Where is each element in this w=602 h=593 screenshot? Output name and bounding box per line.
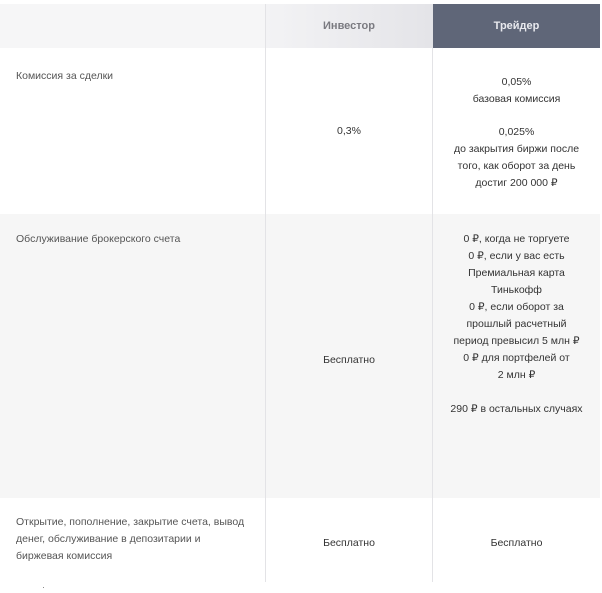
table-header [0,4,600,48]
trader-condition-turnover: 0 ₽, если оборот за прошлый расчетный период превысил 5 млн ₽ [453,301,580,347]
stray-dot [43,587,44,588]
investor-value [265,48,432,214]
row-label-text: Открытие, пополнение, закрытие счета, вывод денег, обслуживание в депозитарии и биржевая комиссия [16,516,245,562]
trader-condition-premium-card: 0 ₽, если у вас есть Премиальная карта Тинькофф [468,250,565,296]
row-label [0,498,265,582]
column-header-investor-label: Инвестор [323,19,375,32]
trader-rate-reduced-note: до закрытия биржи после того, как оборот за день достиг 200 000 ₽ [453,143,580,189]
header-empty-cell [0,4,265,48]
trader-value [432,48,600,214]
row-label [0,214,265,498]
row-label-text: Обслуживание брокерского счета [16,233,181,245]
trader-condition-other: 290 ₽ в остальных случаях [450,403,583,415]
trader-value-text: Бесплатно [490,536,543,549]
investor-value-text: 0,3% [337,124,361,137]
trader-value [432,498,600,582]
row-label [0,48,265,214]
row-label-text: Комиссия за сделки [16,70,114,82]
trader-value [432,214,600,498]
trader-rate-base-note: базовая комиссия [472,93,561,105]
column-header-trader[interactable] [432,4,600,48]
trader-rate-reduced: 0,025% [498,126,535,138]
table-row [0,498,600,582]
tariff-comparison-table [0,4,600,582]
table-row [0,48,600,214]
investor-value-text: Бесплатно [323,536,375,549]
column-header-investor[interactable] [265,4,432,48]
trader-rate-base: 0,05% [501,76,532,88]
column-header-trader-label: Трейдер [493,19,540,32]
investor-value [265,498,432,582]
table-row [0,214,600,498]
trader-condition-no-trading: 0 ₽, когда не торгуете [463,233,570,245]
trader-condition-portfolio: 0 ₽ для портфелей от 2 млн ₽ [463,352,570,381]
investor-value-text: Бесплатно [323,353,375,366]
investor-value [265,214,432,498]
